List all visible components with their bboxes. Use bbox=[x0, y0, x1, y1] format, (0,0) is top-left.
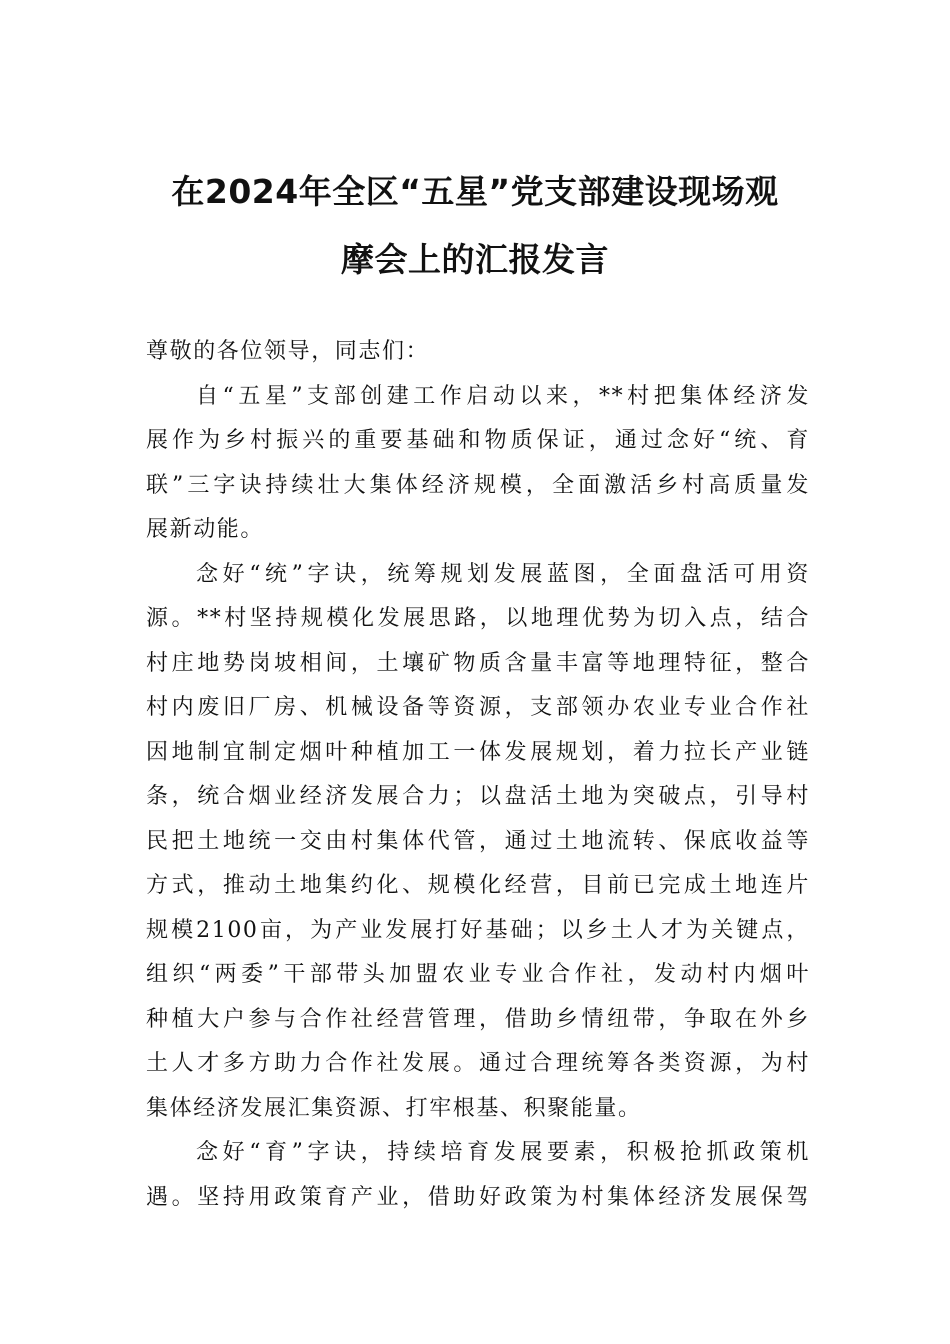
text-line: 集体经济发展汇集资源、打牢根基、积聚能量。 bbox=[146, 1095, 642, 1121]
text-line: 源。**村坚持规模化发展思路，以地理优势为切入点，结合 bbox=[146, 606, 810, 631]
text-line: 展作为乡村振兴的重要基础和物质保证，通过念好“统、育 bbox=[146, 428, 810, 453]
text-line: 联”三字诀持续壮大集体经济规模，全面激活乡村高质量发 bbox=[146, 472, 810, 498]
title-line-2: 摩会上的汇报发言 bbox=[341, 240, 609, 279]
text-line: 展新动能。 bbox=[146, 517, 265, 542]
paragraph-tong bbox=[146, 553, 810, 1132]
title-line-1: 在2024年全区“五星”党支部建设现场观 bbox=[171, 172, 779, 211]
text-line: 民把土地统一交由村集体代管，通过土地流转、保底收益等 bbox=[146, 828, 810, 854]
document-body bbox=[146, 330, 810, 1220]
text-line: 种植大户参与合作社经营管理，借助乡情纽带，争取在外乡 bbox=[146, 1006, 810, 1032]
text-line: 组织“两委”干部带头加盟农业专业合作社，发动村内烟叶 bbox=[146, 962, 810, 987]
text-line: 因地制宜制定烟叶种植加工一体发展规划，着力拉长产业链 bbox=[146, 739, 810, 765]
salutation: 尊敬的各位领导，同志们： bbox=[146, 339, 430, 364]
text-line: 村庄地势岗坡相间，土壤矿物质含量丰富等地理特征，整合 bbox=[146, 650, 810, 676]
paragraph-intro bbox=[146, 375, 810, 553]
text-line: 方式，推动土地集约化、规模化经营，目前已完成土地连片 bbox=[146, 873, 810, 898]
paragraph-yu bbox=[146, 1131, 810, 1220]
text-line: 土人才多方助力合作社发展。通过合理统筹各类资源，为村 bbox=[146, 1051, 810, 1076]
text-line: 村内废旧厂房、机械设备等资源，支部领办农业专业合作社 bbox=[146, 695, 810, 720]
text-line: 条，统合烟业经济发展合力；以盘活土地为突破点，引导村 bbox=[146, 784, 810, 809]
text-line: 自“五星”支部创建工作启动以来，**村把集体经济发 bbox=[196, 383, 810, 409]
text-line: 规模2100亩，为产业发展打好基础；以乡土人才为关键点， bbox=[146, 917, 810, 943]
text-line: 遇。坚持用政策育产业，借助好政策为村集体经济发展保驾 bbox=[146, 1184, 810, 1210]
text-line: 念好“育”字诀，持续培育发展要素，积极抢抓政策机 bbox=[196, 1140, 810, 1165]
text-line: 念好“统”字诀，统筹规划发展蓝图，全面盘活可用资 bbox=[196, 561, 810, 587]
document-title bbox=[140, 158, 810, 294]
